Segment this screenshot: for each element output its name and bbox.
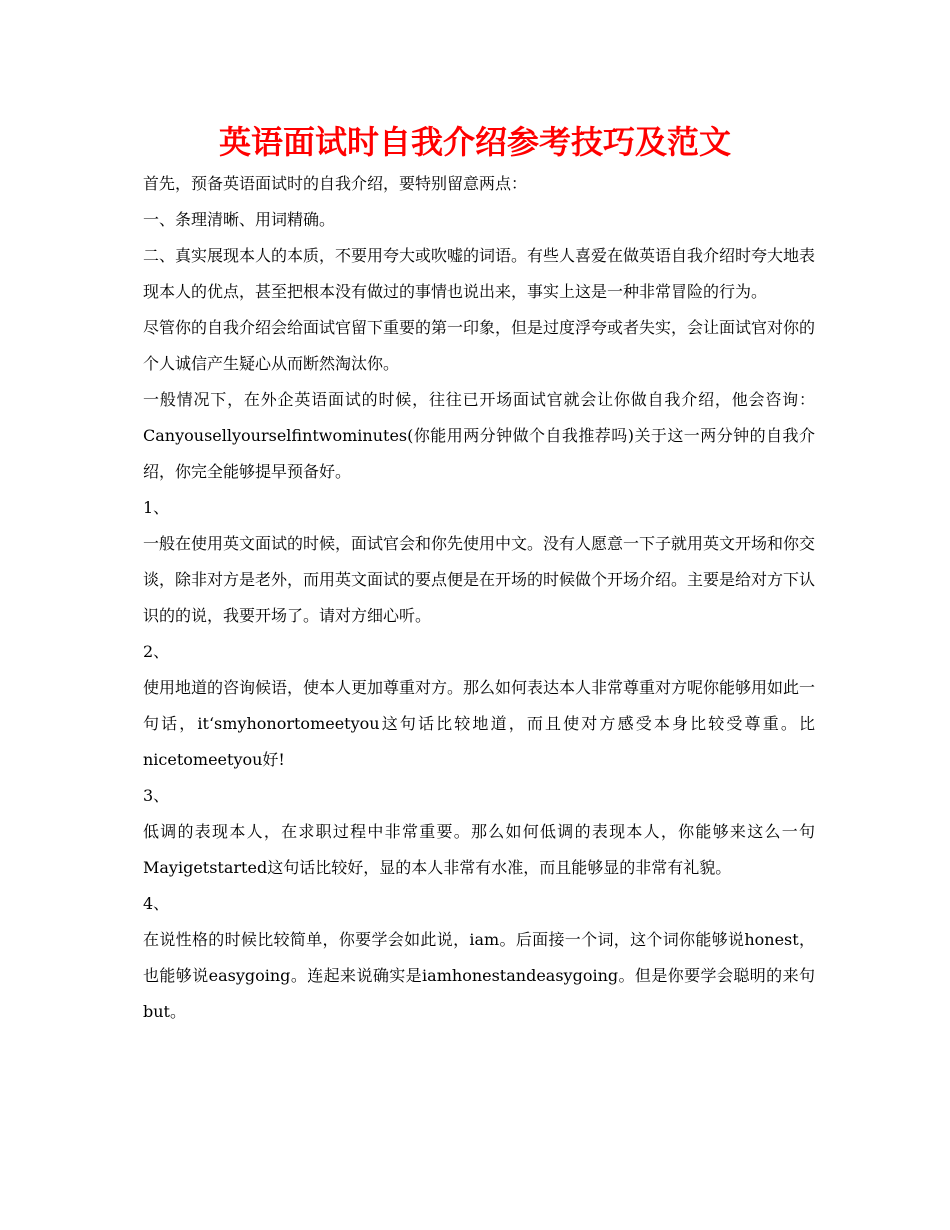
paragraph: 使用地道的咨询候语，使本人更加尊重对方。那么如何表达本人非常尊重对方呢你能够用如此一句话，it‘smyhonortomeetyou这句话比较地道，而且使对方感受本身比较受尊重。比nicetomeetyou好! <box>143 678 816 769</box>
section-number: 4、 <box>143 894 170 913</box>
paragraph: 二、真实展现本人的本质，不要用夸大或吹嘘的词语。有些人喜爱在做英语自我介绍时夸大地表现本人的优点，甚至把根本没有做过的事情也说出来，事实上这是一种非常冒险的行为。 <box>143 246 816 301</box>
paragraph: 尽管你的自我介绍会给面试官留下重要的第一印象，但是过度浮夸或者失实，会让面试官对你的个人诚信产生疑心从而断然淘汰你。 <box>143 318 816 373</box>
document-body <box>143 166 815 1030</box>
paragraph: 首先，预备英语面试时的自我介绍，要特别留意两点： <box>143 174 528 193</box>
paragraph: 低调的表现本人，在求职过程中非常重要。那么如何低调的表现本人，你能够来这么一句Mayigetstarted这句话比较好，显的本人非常有水准，而且能够显的非常有礼貌。 <box>143 822 815 877</box>
section-number: 2、 <box>143 642 170 661</box>
section-number: 3、 <box>143 786 170 805</box>
paragraph: 一般在使用英文面试的时候，面试官会和你先使用中文。没有人愿意一下子就用英文开场和你交谈，除非对方是老外，而用英文面试的要点便是在开场的时候做个开场介绍。主要是给对方下认识的的说，我要开场了。请对方细心听。 <box>143 534 816 625</box>
paragraph: 一、条理清晰、用词精确。 <box>143 210 336 229</box>
paragraph: 一般情况下，在外企英语面试的时候，往往已开场面试官就会让你做自我介绍，他会咨询：Canyousellyourselfintwominutes(你能用两分钟做个自我推荐吗)关于这一两分钟的自我介绍，你完全能够提早预备好。 <box>143 390 815 481</box>
section-number: 1、 <box>143 498 170 517</box>
document-title: 英语面试时自我介绍参考技巧及范文 <box>218 123 731 161</box>
paragraph: 在说性格的时候比较简单，你要学会如此说，iam。后面接一个词，这个词你能够说honest，也能够说easygoing。连起来说确实是iamhonestandeasygoing。但是你要学会聪明的来句but。 <box>143 930 815 1021</box>
